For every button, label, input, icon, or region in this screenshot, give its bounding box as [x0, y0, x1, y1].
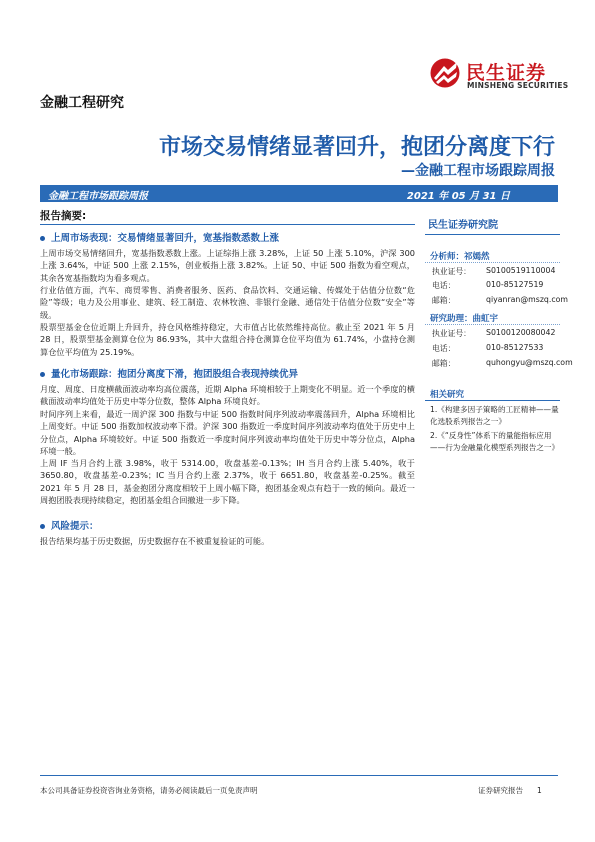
bullet-heading-risk [40, 518, 99, 532]
bullet-dot-icon [40, 372, 45, 377]
row-value: 010-85127519 [486, 280, 544, 289]
page-number: 1 [537, 786, 542, 795]
report-info-bar [40, 185, 558, 202]
paragraph: 股票型基金仓位近期上升回升，持仓风格维持稳定，大市值占比依然维持高位。截止至 2021 年 5 月 28 日，股票型基金测算仓位为 86.93%，其中大盘组合持仓测算仓位平均值为 61.74%，小盘持仓测算仓位平均值为 25.19%。 [40, 322, 415, 357]
abstract-divider [40, 224, 415, 225]
row-key: 执业证号： [432, 267, 471, 276]
sidebar-divider [425, 400, 560, 401]
report-date: 2021 年 05 月 31 日 [406, 191, 510, 202]
bullet-dot-icon [40, 524, 45, 529]
bullet-heading-text: 风险提示： [51, 521, 99, 532]
analyst-email-row [432, 295, 569, 306]
logo-english-name: MINSHENG SECURITIES [467, 81, 569, 90]
abstract-title: 报告摘要: [40, 210, 87, 222]
paragraph: 报告结果均基于历史数据，历史数据存在不被重复验证的可能。 [40, 536, 270, 546]
paragraph: 行业估值方面，汽车、商贸零售、消费者服务、医药、食品饮料、交通运输、传媒处于估值分位数“危险”等级；电力及公用事业、建筑、轻工制造、农林牧渔、非银行金融、通信处于估值分位数“安全”等级。 [40, 285, 415, 320]
analyst-heading [430, 250, 490, 262]
bullet-heading-text: 量化市场跟踪：抱团分离度下滑，抱团股组合表现持续优异 [51, 369, 299, 380]
analyst-label: 分析师： [430, 252, 465, 262]
bullet-heading-quant [40, 366, 298, 380]
row-value[interactable]: quhongyu@mszq.com [486, 358, 573, 367]
assistant-email-row [432, 358, 573, 369]
bullet-heading-market [40, 230, 279, 244]
row-value: S0100519110004 [486, 266, 556, 275]
row-key: 邮箱： [432, 296, 456, 305]
report-series: 金融工程市场跟踪周报 [48, 191, 148, 202]
company-logo [430, 56, 570, 96]
paragraph: 上周市场交易情绪回升，宽基指数悉数上涨。上证综指上涨 3.28%，上证 50 上涨 5.10%，沪深 300 上涨 3.64%，中证 500 上涨 2.15%，创业板指上涨 3.82%。上证 50、中证 500 指数为看空观点，其余各宽基指数均为看多观点。 [40, 248, 415, 283]
report-type: 证券研究报告 [478, 786, 523, 795]
report-title: 市场交易情绪显著回升，抱团分离度下行 [158, 135, 555, 160]
analyst-name: 祁嫣然 [464, 252, 490, 262]
row-key: 电话： [432, 344, 456, 353]
footer-disclaimer: 本公司具备证券投资咨询业务资格，请务必阅读最后一页免责声明 [40, 786, 258, 795]
analyst-license-row [432, 266, 560, 277]
sidebar-divider [425, 234, 560, 235]
row-value: S0100120080042 [486, 328, 556, 337]
logo-chinese-name: 民生证券 [466, 62, 547, 84]
paragraph: 月度、周度、日度横截面波动率均高位震荡，近期 Alpha 环境相较于上期变化不明显。近一个季度的横截面波动率均值处于历史中等分位数，整体 Alpha 环境良好。 [40, 384, 415, 407]
minsheng-logo-icon [430, 56, 462, 90]
assistant-license-row [432, 328, 560, 339]
row-key: 电话： [432, 281, 456, 290]
related-research-item[interactable]: 1.《构建多因子策略的工匠精神——量化选股系列报告之一》 [430, 405, 559, 426]
row-value: 010-85127533 [486, 343, 544, 352]
footer-divider [40, 775, 558, 776]
row-key: 执业证号： [432, 329, 471, 338]
footer-meta [478, 785, 542, 796]
bullet-dot-icon [40, 236, 45, 241]
paragraph: 时间序列上来看，最近一周沪深 300 指数与中证 500 指数时间序列波动率震荡回升，Alpha 环境相比上周变好。中证 500 指数加权波动率下滑。沪深 300 指数近一季度时间序列波动率均值处于历史中上分位点，Alpha 环境较好。中证 500 指数近一季度时间序列波动率均值处于历史中等分位点，Alpha 环境一般。 [40, 409, 415, 456]
related-research-title: 相关研究 [430, 390, 465, 400]
assistant-heading [430, 312, 498, 324]
assistant-name: 曲虹宇 [472, 314, 499, 324]
report-subtitle: —金融工程市场跟踪周报 [401, 163, 555, 179]
row-key: 邮箱： [432, 359, 456, 368]
section-label: 金融工程研究 [40, 95, 124, 111]
row-value[interactable]: qiyanran@mszq.com [486, 295, 569, 304]
sidebar-divider [425, 324, 560, 325]
analyst-phone-row [432, 280, 560, 291]
sidebar-divider [425, 262, 560, 263]
research-institute: 民生证券研究院 [428, 220, 498, 231]
paragraph: 上周 IF 当月合约上涨 3.98%，收于 5314.00，收盘基差-0.13%；IH 当月合约上涨 5.40%，收于 3650.80，收盘基差-0.23%；IC 当月合约上涨 2.37%，收于 6651.80，收盘基差-0.25%。截至 2021 年 5 月 28 日，基金抱团分离度相较于上周小幅下降，抱团基金观点有趋于一致的倾向。最近一周抱团股表现持续稳定，抱团基金组合回撤进一步下降。 [40, 458, 415, 505]
related-research-item[interactable]: 2.《“反身性”体系下的量能指标应用——行为金融量化模型系列报告之一》 [430, 431, 560, 452]
bullet-heading-text: 上周市场表现：交易情绪显著回升，宽基指数悉数上涨 [51, 233, 280, 244]
assistant-label: 研究助理： [430, 314, 473, 324]
assistant-phone-row [432, 343, 560, 354]
